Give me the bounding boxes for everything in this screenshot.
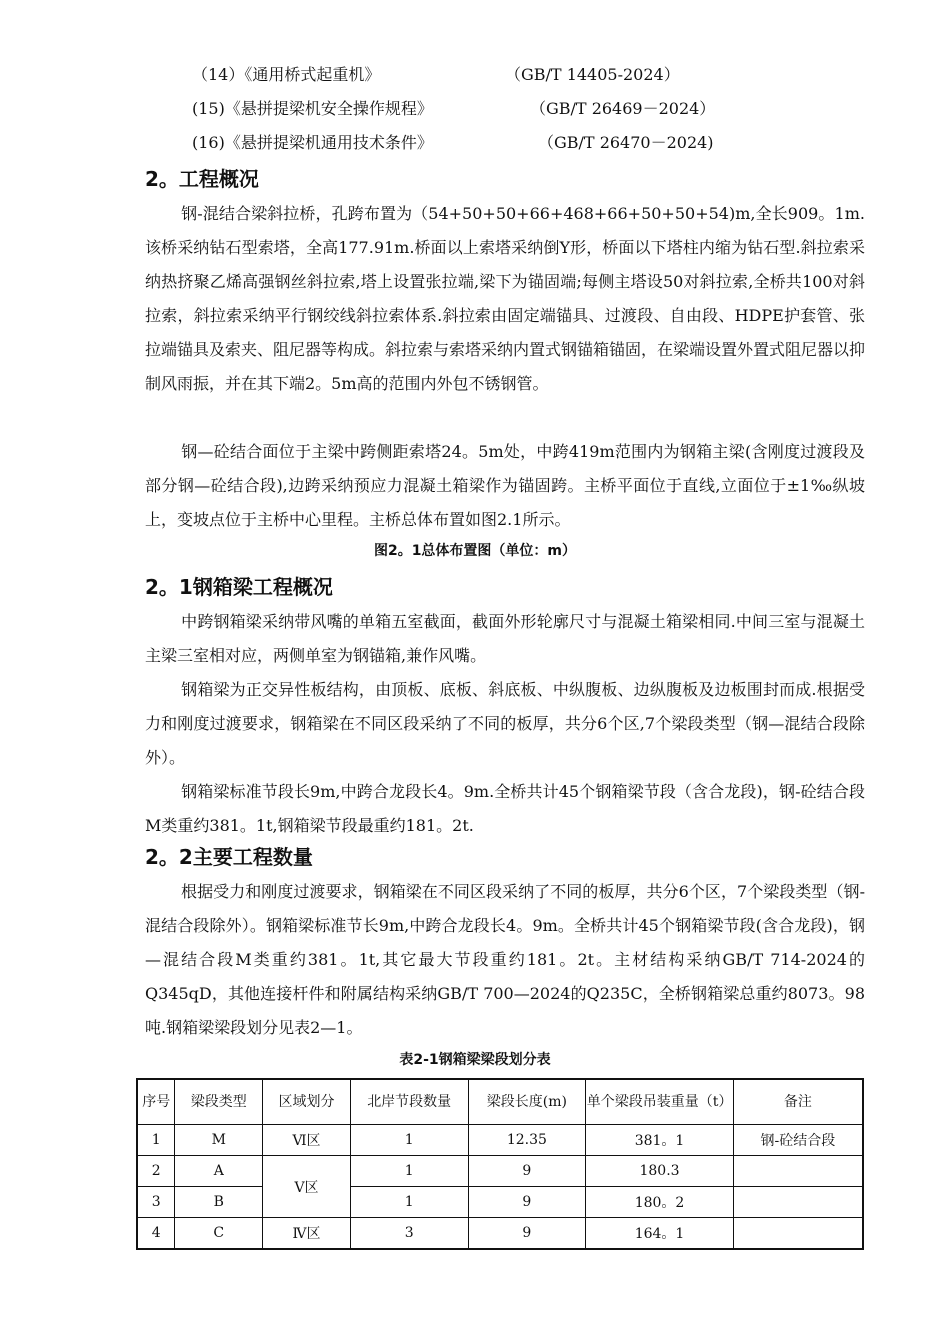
reference-code: （GB/T 26469－2024） <box>530 99 716 118</box>
reference-title: (16)《悬拼提梁机通用技术条件》 <box>192 133 433 152</box>
table-cell: Ⅳ区 <box>263 1218 351 1250</box>
table-cell: Ⅴ区 <box>263 1156 351 1218</box>
table-cell: A <box>175 1156 263 1187</box>
table-cell: 1 <box>350 1125 468 1156</box>
table-cell: 4 <box>137 1218 175 1250</box>
paragraph: 钢箱梁标准节段长9m,中跨合龙段长4。9m.全桥共计45个钢箱梁节段（含合龙段)，钢-砼结合段M类重约381。1t,钢箱梁节段最重约181。2t. <box>145 782 865 835</box>
section-heading: 2。1钢箱梁工程概况 <box>145 575 333 599</box>
paragraph: 钢—砼结合面位于主梁中跨侧距索塔24。5m处，中跨419m范围内为钢箱主梁(含刚度过渡段及部分钢—砼结合段),边跨采纳预应力混凝土箱梁作为锚固跨。主桥平面位于直线,立面位于±1‰纵坡上，变坡点位于主桥中心里程。主桥总体布置如图2.1所示。 <box>145 442 865 529</box>
table-cell: M <box>175 1125 263 1156</box>
table-cell: 1 <box>350 1156 468 1187</box>
table-cell: Ⅵ区 <box>263 1125 351 1156</box>
table-cell: 2 <box>137 1156 175 1187</box>
figure-caption: 图2。1总体布置图（单位：m） <box>373 543 577 559</box>
table-row <box>137 1187 863 1218</box>
table-cell: 9 <box>468 1187 586 1218</box>
segment-table <box>136 1078 864 1250</box>
reference-title: (15)《悬拼提梁机安全操作规程》 <box>192 99 433 118</box>
table-cell: 9 <box>468 1156 586 1187</box>
table-cell: 180.3 <box>586 1156 734 1187</box>
table-cell: 3 <box>137 1187 175 1218</box>
paragraph: 钢-混结合梁斜拉桥，孔跨布置为（54+50+50+66+468+66+50+50+54)m,全长909。1m.该桥采纳钻石型索塔，全高177.91m.桥面以上索塔采纳倒Y形，桥面以下塔柱内缩为钻石型.斜拉索采纳热挤聚乙烯高强钢丝斜拉索,塔上设置张拉端,梁下为锚固端;每侧主塔设50对斜拉索,全桥共100对斜拉索，斜拉索采纳平行钢绞线斜拉索体系.斜拉索由固定端锚具、过渡段、自由段、HDPE护套管、张拉端锚具及索夹、阻尼器等构成。斜拉索与索塔采纳内置式钢锚箱锚固，在梁端设置外置式阻尼器以抑制风雨振，并在其下端2。5m高的范围内外包不锈钢管。 <box>145 204 866 393</box>
reference-code: （GB/T 26470－2024) <box>538 133 714 152</box>
table-header-row <box>137 1079 863 1125</box>
table-cell: 1 <box>137 1125 175 1156</box>
header-cell: 区域划分 <box>263 1079 351 1125</box>
table-cell: 9 <box>468 1218 586 1250</box>
header-cell: 梁段类型 <box>175 1079 263 1125</box>
reference-code: （GB/T 14405-2024） <box>505 65 680 84</box>
table-cell: 12.35 <box>468 1125 586 1156</box>
table-cell: 3 <box>350 1218 468 1250</box>
table-row <box>137 1156 863 1187</box>
table-cell: 381。1 <box>586 1125 734 1156</box>
table-cell: C <box>175 1218 263 1250</box>
header-cell: 单个梁段吊装重量（t） <box>586 1079 734 1125</box>
header-cell: 北岸节段数量 <box>350 1079 468 1125</box>
reference-title: （14）《通用桥式起重机》 <box>192 65 381 84</box>
table-cell <box>733 1218 863 1250</box>
table-caption: 表2-1钢箱梁梁段划分表 <box>399 1052 551 1068</box>
section-heading: 2。2主要工程数量 <box>145 845 313 869</box>
table-cell <box>733 1187 863 1218</box>
section-heading: 2。工程概况 <box>145 167 259 191</box>
table-row <box>137 1218 863 1250</box>
table-row <box>137 1125 863 1156</box>
paragraph: 钢箱梁为正交异性板结构，由顶板、底板、斜底板、中纵腹板、边纵腹板及边板围封而成.根据受力和刚度过渡要求，钢箱梁在不同区段采纳了不同的板厚，共分6个区,7个梁段类型（钢—混结合段除外）。 <box>145 680 865 767</box>
header-cell: 梁段长度(m) <box>468 1079 586 1125</box>
table-cell: 180。2 <box>586 1187 734 1218</box>
header-cell: 序号 <box>137 1079 175 1125</box>
table-cell <box>733 1156 863 1187</box>
table-cell: B <box>175 1187 263 1218</box>
table-cell: 1 <box>350 1187 468 1218</box>
header-cell: 备注 <box>733 1079 863 1125</box>
table-cell: 164。1 <box>586 1218 734 1250</box>
table-cell: 钢-砼结合段 <box>733 1125 863 1156</box>
paragraph: 中跨钢箱梁采纳带风嘴的单箱五室截面，截面外形轮廓尺寸与混凝土箱梁相同.中间三室与混凝土主梁三室相对应，两侧单室为钢锚箱,兼作风嘴。 <box>145 612 865 665</box>
paragraph: 根据受力和刚度过渡要求，钢箱梁在不同区段采纳了不同的板厚，共分6个区，7个梁段类型（钢-混结合段除外）。钢箱梁标准节长9m,中跨合龙段长4。9m。全桥共计45个钢箱梁节段(含合龙段)，钢—混结合段M类重约381。1t,其它最大节段重约181。2t。主材结构采纳GB/T 714-2024的Q345qD，其他连接杆件和附属结构采纳GB/T 700—2024的Q235C，全桥钢箱梁总重约8073。98吨.钢箱梁梁段划分见表2—1。 <box>145 882 865 1037</box>
